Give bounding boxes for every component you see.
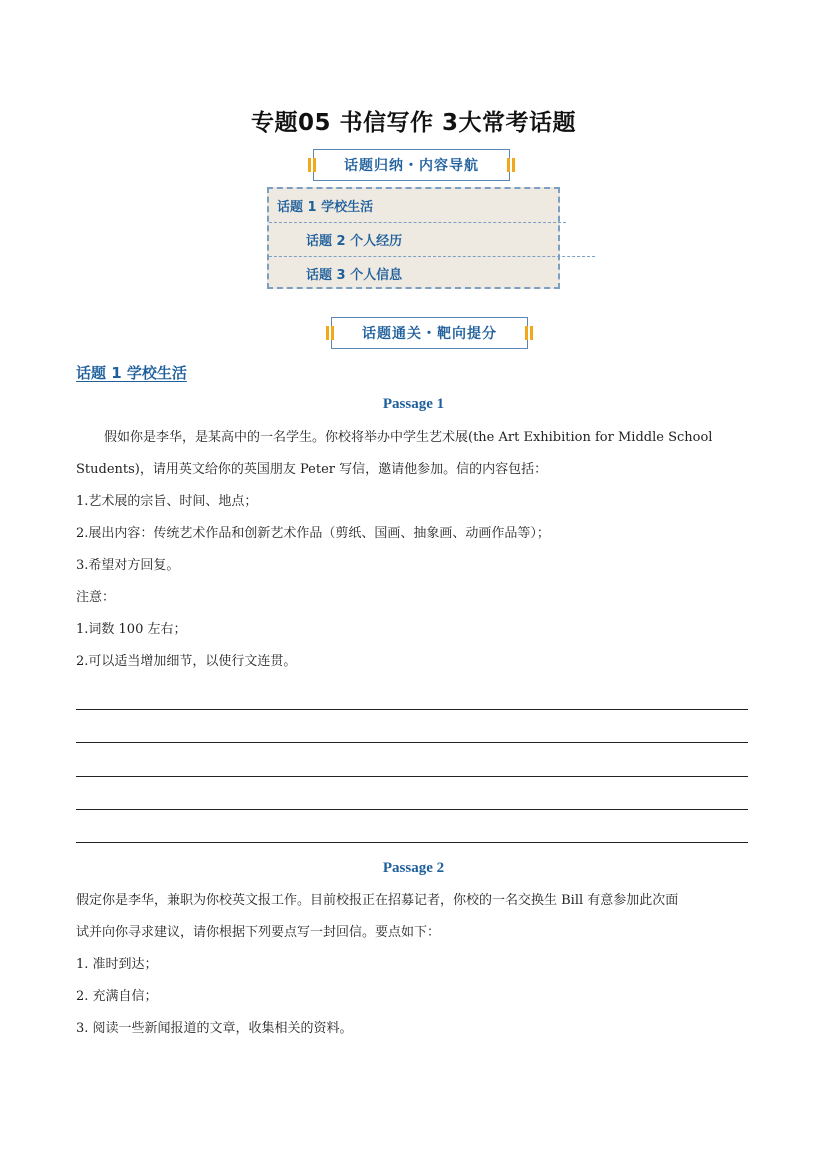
passage-1-point: 1.艺术展的宗旨、时间、地点； <box>76 494 258 509</box>
passage-2-point: 3. 阅读一些新闻报道的文章，收集相关的资料。 <box>76 1021 353 1036</box>
passage-1-prompt-line-2: Students)，请用英文给你的英国朋友 Peter 写信，邀请他参加。信的内容包括： <box>76 462 548 477</box>
passage-2-point: 2. 充满自信； <box>76 989 158 1004</box>
section-heading-topic-1[interactable]: 话题 1 学校生活 <box>76 364 187 382</box>
answer-line[interactable] <box>76 742 748 743</box>
passage-1-note: 1.词数 100 左右； <box>76 622 187 637</box>
answer-line[interactable] <box>76 709 748 710</box>
passage-1-notes-label: 注意： <box>76 590 116 605</box>
passage-1-prompt <box>76 422 748 678</box>
answer-line[interactable] <box>76 776 748 777</box>
nav-banner <box>313 149 510 181</box>
passage-1-point: 2.展出内容：传统艺术作品和创新艺术作品（剪纸、国画、抽象画、动画作品等）； <box>76 526 550 541</box>
page-title: 专题05 书信写作 3大常考话题 <box>250 110 577 136</box>
practice-banner-label: 话题通关・靶向提分 <box>362 326 497 342</box>
topic-navigation <box>267 187 560 289</box>
passage-1-title: Passage 1 <box>382 396 445 412</box>
nav-banner-label: 话题归纳・内容导航 <box>344 158 479 174</box>
passage-2-title: Passage 2 <box>382 860 445 876</box>
passage-2-point: 1. 准时到达； <box>76 957 158 972</box>
answer-line[interactable] <box>76 809 748 810</box>
passage-1-prompt-line-1: 假如你是李华，是某高中的一名学生。你校将举办中学生艺术展(the Art Exhibition for Middle School <box>104 430 713 445</box>
passage-2-prompt-line-2: 试并向你寻求建议，请你根据下列要点写一封回信。要点如下： <box>76 925 441 940</box>
nav-item-topic-3[interactable]: 话题 3 个人信息 <box>306 268 403 283</box>
practice-banner <box>331 317 528 349</box>
passage-1-note: 2.可以适当增加细节，以使行文连贯。 <box>76 654 297 669</box>
passage-1-point: 3.希望对方回复。 <box>76 558 180 573</box>
answer-line[interactable] <box>76 842 748 843</box>
passage-2-prompt-line-1: 假定你是李华，兼职为你校英文报工作。目前校报正在招募记者，你校的一名交换生 Bill 有意参加此次面 <box>76 893 679 908</box>
nav-item-topic-1[interactable]: 话题 1 学校生活 <box>269 189 566 223</box>
nav-item-topic-2[interactable]: 话题 2 个人经历 <box>269 223 595 257</box>
passage-2-prompt <box>76 885 748 1045</box>
